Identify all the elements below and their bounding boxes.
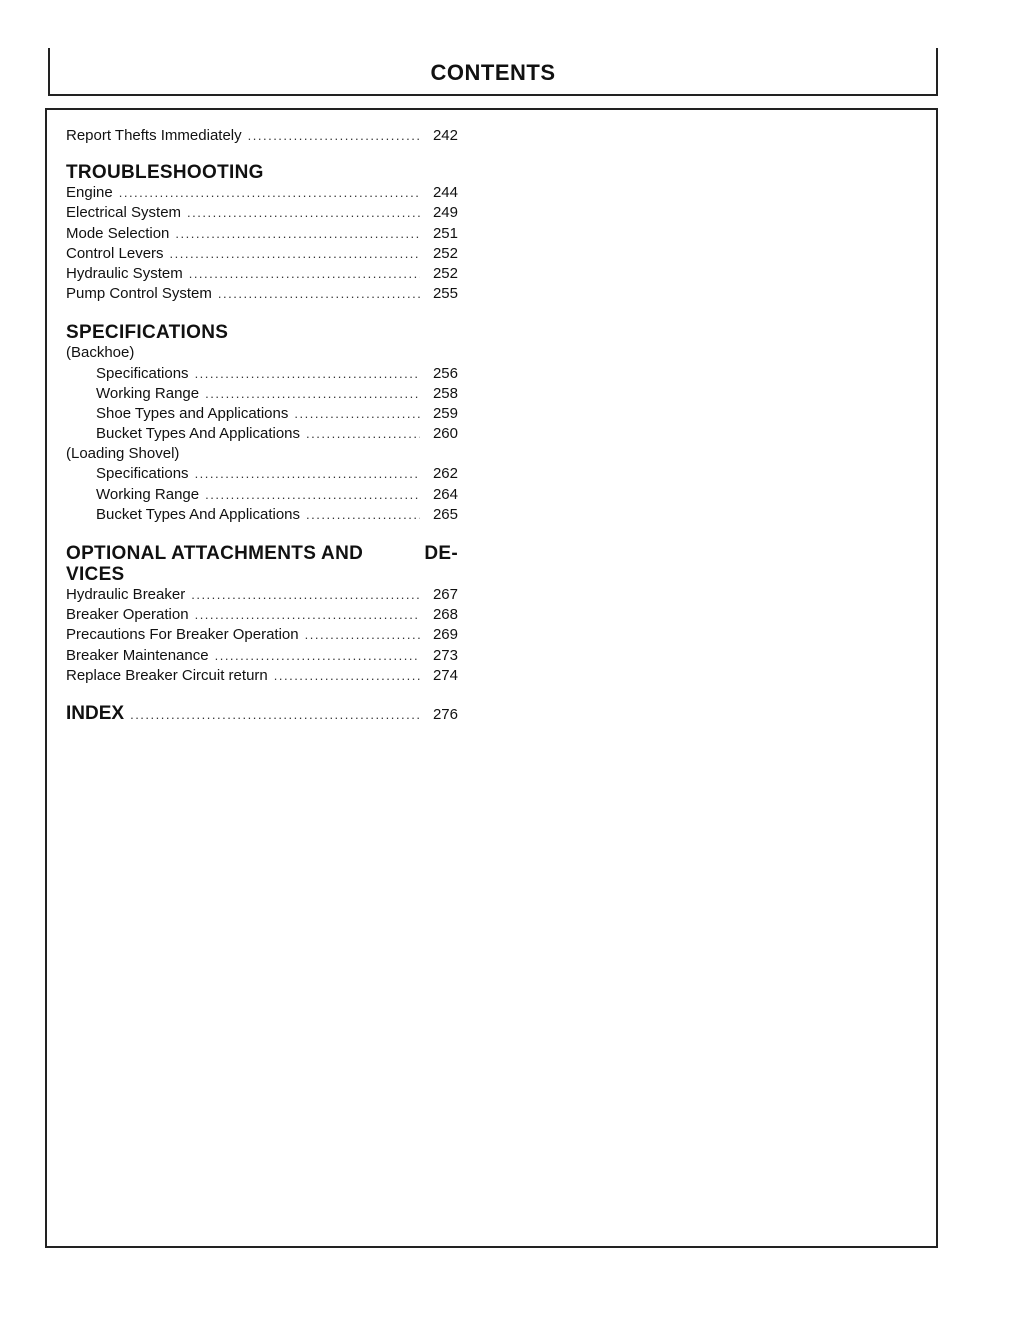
toc-entry-page: 264 [432, 485, 458, 503]
toc-entry-page: 258 [432, 384, 458, 402]
section-heading-troubleshooting: TROUBLESHOOTING [66, 162, 264, 184]
toc-entry-page: 251 [432, 224, 458, 242]
toc-entry[interactable] [66, 203, 458, 223]
toc-entry-page: 267 [432, 586, 458, 603]
dot-leader [195, 364, 420, 384]
dot-leader [170, 244, 420, 264]
toc-entry[interactable] [66, 625, 458, 645]
toc-entry-label: Working Range [96, 485, 200, 503]
toc-entry[interactable] [66, 666, 458, 686]
heading-text: OPTIONAL ATTACHMENTS AND [66, 543, 364, 564]
toc-entry-label: Breaker Maintenance [66, 646, 209, 664]
table-of-contents [66, 126, 458, 724]
section-heading-continuation: VICES [66, 564, 125, 585]
toc-entry-label: Engine [66, 184, 113, 202]
toc-entry-page: 252 [432, 244, 458, 262]
dot-leader [305, 625, 420, 645]
toc-entry[interactable] [66, 505, 458, 525]
toc-entry[interactable] [66, 485, 458, 505]
section-heading-optional-attachments [66, 543, 458, 564]
toc-entry[interactable] [66, 264, 458, 284]
dot-leader [205, 384, 420, 404]
toc-entry-label: Shoe Types and Applications [96, 404, 289, 422]
dot-leader [248, 126, 420, 146]
toc-entry-label: Pump Control System [66, 285, 212, 303]
toc-entry-label: Report Thefts Immediately [66, 127, 242, 144]
toc-entry-label: Hydraulic System [66, 264, 183, 282]
section-heading-index: INDEX [66, 702, 125, 724]
toc-entry-page: 252 [432, 264, 458, 282]
dot-leader [306, 505, 420, 525]
toc-entry-label: Bucket Types And Applications [96, 505, 301, 523]
toc-entry-label: Working Range [96, 384, 200, 402]
toc-entry-page: 268 [432, 606, 458, 624]
toc-entry-page: 259 [432, 404, 458, 422]
toc-entry-page: 242 [432, 127, 458, 144]
toc-entry[interactable] [66, 585, 458, 605]
toc-entry-page: 249 [432, 204, 458, 222]
toc-entry[interactable] [66, 224, 458, 244]
toc-entry-page: 262 [432, 465, 458, 483]
toc-entry[interactable] [66, 364, 458, 384]
toc-entry-page: 274 [432, 666, 458, 684]
dot-leader [215, 646, 420, 666]
toc-entry-label: Precautions For Breaker Operation [66, 626, 299, 644]
dot-leader [175, 224, 420, 244]
toc-entry[interactable] [66, 605, 458, 625]
toc-entry-label: Hydraulic Breaker [66, 586, 186, 603]
toc-entry-label: Specifications [96, 364, 189, 382]
toc-entry-page: 256 [432, 364, 458, 382]
title-frame [48, 48, 938, 96]
dot-leader [191, 585, 420, 605]
toc-entry-label: Control Levers [66, 244, 164, 262]
dot-leader [205, 485, 420, 505]
toc-entry-label: Breaker Operation [66, 606, 189, 624]
dot-leader [195, 605, 420, 625]
subsection-label-backhoe: (Backhoe) [66, 344, 135, 362]
toc-entry-label: Specifications [96, 465, 189, 483]
toc-entry-label: Electrical System [66, 204, 182, 222]
dot-leader [274, 666, 420, 686]
toc-entry[interactable] [66, 424, 458, 444]
toc-entry-label: Replace Breaker Circuit return [66, 666, 268, 684]
dot-leader [218, 284, 420, 304]
toc-entry-page: 269 [432, 626, 458, 644]
toc-entry[interactable] [66, 464, 458, 484]
toc-entry-page: 265 [432, 505, 458, 523]
toc-entry-report-thefts[interactable] [66, 126, 458, 146]
toc-entry-label: Mode Selection [66, 224, 170, 242]
toc-entry[interactable] [66, 404, 458, 424]
toc-entry-page: 255 [432, 285, 458, 303]
dot-leader [195, 464, 420, 484]
dot-leader [119, 183, 420, 203]
dot-leader [130, 705, 420, 725]
toc-entry[interactable] [66, 183, 458, 203]
toc-entry-page: 276 [432, 705, 458, 723]
toc-entry-page: 244 [432, 184, 458, 202]
toc-entry-index[interactable] [66, 704, 458, 724]
dot-leader [189, 264, 420, 284]
toc-entry[interactable] [66, 384, 458, 404]
toc-entry-page: 260 [432, 425, 458, 443]
toc-entry-label: Bucket Types And Applications [96, 425, 301, 443]
dot-leader [187, 203, 420, 223]
toc-entry[interactable] [66, 284, 458, 304]
toc-entry[interactable] [66, 244, 458, 264]
toc-entry-page: 273 [432, 646, 458, 664]
subsection-label-loading-shovel: (Loading Shovel) [66, 445, 180, 463]
dot-leader [306, 424, 420, 444]
page-title: CONTENTS [430, 60, 556, 85]
dot-leader [294, 404, 420, 424]
heading-text: DE- [424, 543, 458, 564]
section-heading-specifications: SPECIFICATIONS [66, 322, 229, 344]
toc-entry[interactable] [66, 646, 458, 666]
